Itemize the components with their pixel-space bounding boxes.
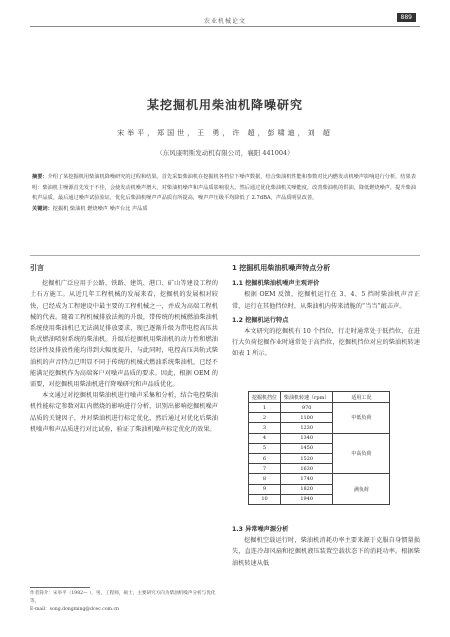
- table-cell: 1820: [281, 484, 333, 494]
- gear-speed-table: [248, 391, 390, 505]
- table-cell: 1340: [281, 433, 333, 443]
- table-row: [249, 433, 390, 443]
- table-cell: 1940: [281, 494, 333, 504]
- table-cell: 970: [281, 403, 333, 413]
- section-1-2-text: 本文研究的挖掘机有 10 个挡位，行走时通常处于低挡位，在进行大负荷挖掘作业时通常处于高挡位，挖掘机挡位对应的柴油机转速如表 1 所示。: [232, 328, 420, 358]
- table-cell: 3: [249, 423, 281, 433]
- intro-paragraph-1: 挖掘机广泛应用于公路、铁路、建筑、港口、矿山等建设工程的土石方施工。从近几年工程机械的发展来看，挖掘机的发展相对较快，已经成为工程建设中最主要的工程机械之一，并成为高端工程机械的代表。随着工程机械排放法规的升级，带传统的机械燃油柴油机系统使用柴油机已无法满足排放要求，现已逐渐升级为带电控高压共轨式燃油喷射系统的柴油机。升级后挖掘机用柴油机的动力性和燃油经济性及排放性能均得到大幅度提升，与此同时，电控高压共轨式柴油机的声音特点已明显不同于传统的机械式燃油系统柴油机，已经不能满足挖掘机作为高端客户对噪声品质的要求。因此，根据 OEM 的需要，对挖掘机用柴油机进行降噪研究和声品质优化。: [30, 280, 218, 389]
- table-cell: 1630: [281, 464, 333, 474]
- table-header: 适用工况: [333, 392, 390, 403]
- authors: 宋举平，郑国世，王 勇，许 超，彭啸迪，刘 超: [117, 129, 333, 137]
- abstract-text: 介绍了某挖掘机用柴油机降噪研究的过程和结果。首先采集柴油机在挖掘机各档位下噪声数据，结合柴油机性能和参数对比内燃发动机噪声影响进行分析，结果表明：柴油机主噪源首先发于不佳，会使发动机噪声增大，对柴油机噪声和声品质影响很大。然后通过优化柴油机关噪能度，改善柴油机的供油，降低燃烧噪声，提升柴油机声品质。最后通过噪声试验验证，优化后柴油机噪声声品质有所提高，噪声声压级平均降低了 2.7dBA，声品质明显改善。: [32, 174, 416, 202]
- keywords: 挖掘机 柴油机 燃烧噪声 噪声台比 声品质: [52, 205, 148, 212]
- footnote-bio: 作者简介：宋举平（1982— ），男，工程师，硕士，主要研究方向为柴油机噪声分析与优化等。: [30, 591, 216, 604]
- author-footnote: [30, 590, 218, 614]
- keywords-label: 关键词：: [32, 205, 53, 212]
- table-cell: 7: [249, 464, 281, 474]
- table-header: 挖掘机挡位: [249, 392, 281, 403]
- paper-title: 某挖掘机用柴油机降噪研究: [146, 98, 303, 112]
- table-cell: 1: [249, 403, 281, 413]
- abstract-rule: [30, 255, 420, 256]
- table-cell: 1100: [281, 413, 333, 423]
- table-cell: 4: [249, 433, 281, 443]
- table-cell: 1230: [281, 423, 333, 433]
- right-column: [232, 263, 420, 360]
- section-1-heading: 1 挖掘机用柴油机噪声特点分析: [232, 264, 331, 272]
- table-cell: 9: [249, 484, 281, 494]
- abstract-label: 摘要：: [32, 174, 48, 180]
- table-cell: 1740: [281, 474, 333, 484]
- page-number: 889: [397, 13, 416, 22]
- table-cell: 2: [249, 413, 281, 423]
- table-cell: 中低负荷: [333, 403, 390, 434]
- section-1-2-heading: 1.2 挖掘机运行特点: [232, 316, 289, 324]
- table-cell: 中高负荷: [333, 433, 390, 474]
- intro-paragraph-2: 本文通过对挖掘机用柴油机进行噪声采集和分析，结合电控柴油机性能标定参数对缸内燃烧的影响进行分析，识别出影响挖掘机噪声品质的关键因子，并对柴油机进行标定优化，然后通过对优化后柴油机噪声和声品质进行对比试验，验证了柴油机噪声标定优化的效果。: [30, 392, 218, 433]
- abstract-block: [32, 172, 416, 214]
- table-cell: 满负荷: [333, 474, 390, 505]
- table-row: [249, 474, 390, 484]
- footnote-rule: [30, 587, 90, 588]
- table-cell: 1520: [281, 453, 333, 463]
- section-1-3-text: 挖掘机空载运行时，柴油机消耗功率主要来源于克服自身惯量损失，直连冷却风扇和挖掘机液压装置空载状态下的消耗功率。根据柴油机转速从低: [232, 537, 420, 567]
- section-1-1-text: 根据 OEM 反馈，挖掘机运行在 3、4、5 挡时柴油机声音正常，运行在其他挡位时，从柴油机内传来清脆的“当当”敲击声。: [232, 291, 420, 310]
- table-header: 柴油机转速（rpm）: [281, 392, 333, 403]
- footnote-email: E-mail：song.dongming@dcec.com.cn: [30, 607, 119, 612]
- header-rule: [30, 26, 420, 27]
- left-column: [30, 263, 218, 435]
- journal-header: 农业机械论文: [203, 18, 246, 25]
- table-cell: 10: [249, 494, 281, 504]
- table-row: [249, 403, 390, 413]
- section-1-1-heading: 1.1 挖掘机柴油机噪声主观评价: [232, 280, 320, 288]
- table-cell: 8: [249, 474, 281, 484]
- section-1-3-heading: 1.3 异常噪声源分析: [232, 526, 289, 533]
- affiliation: （东风康明斯发动机有限公司，襄阳 441004）: [156, 149, 294, 157]
- right-column-lower: [232, 524, 420, 569]
- table-cell: 5: [249, 443, 281, 453]
- table-cell: 6: [249, 453, 281, 463]
- table-cell: 1450: [281, 443, 333, 453]
- intro-heading: 引言: [30, 264, 44, 272]
- table-header-row: [249, 392, 390, 403]
